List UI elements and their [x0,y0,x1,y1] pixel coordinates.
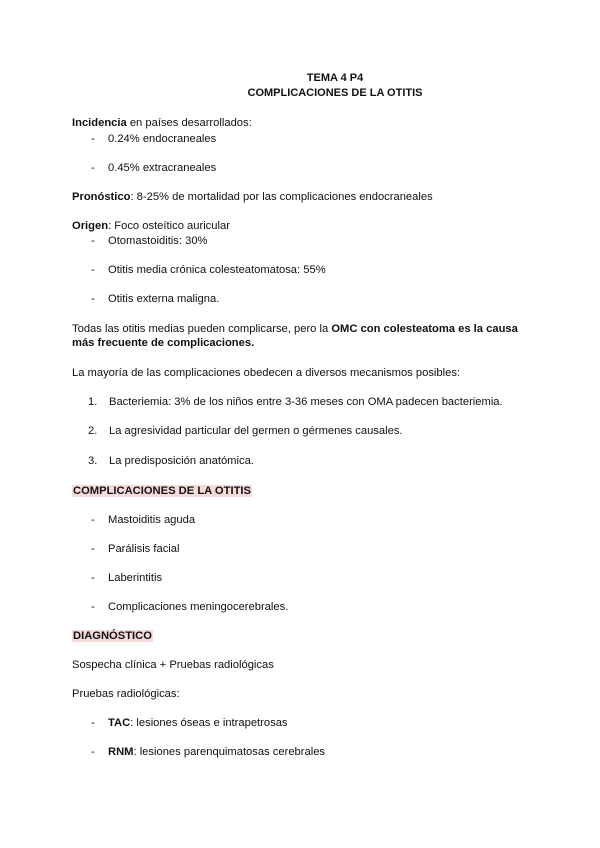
list-number: 1. [88,396,98,408]
document-subtitle: COMPLICACIONES DE LA OTITIS [247,87,423,99]
complicacion-item: Mastoiditis aguda [108,514,196,526]
mecanismo-item: La agresividad particular del germen o gérmenes causales. [109,425,403,437]
diagnostico-item-label: RNM [108,746,134,758]
origen-item: Otitis media crónica colesteatomatosa: 55% [108,264,326,276]
origen-item: Otomastoiditis: 30% [108,235,208,247]
incidencia-label: Incidencia [72,117,127,129]
bullet-dash: - [91,162,95,174]
pronostico-text: : 8-25% de mortalidad por las complicaciones endocraneales [130,191,433,203]
diagnostico-line: Sospecha clínica + Pruebas radiológicas [72,659,274,671]
diagnostico-item-text: : lesiones parenquimatosas cerebrales [133,746,326,758]
mecanismo-item: Bacteriemia: 3% de los niños entre 3-36 meses con OMA padecen bacteriemia. [109,396,503,408]
bullet-dash: - [91,543,95,555]
diagnostico-heading: DIAGNÓSTICO [73,630,152,642]
mecanismo-item: La predisposición anatómica. [109,455,254,467]
bullet-dash: - [91,746,95,758]
origen-item: Otitis externa maligna. [108,293,220,305]
list-number: 2. [88,425,98,437]
bullet-dash: - [91,601,95,613]
origen-label: Origen [72,220,109,232]
document-title: TEMA 4 P4 [306,72,364,84]
omc-bold-text: OMC con colesteatoma es la causa [331,323,518,335]
bullet-dash: - [91,133,95,145]
incidencia-item: 0.24% endocraneales [108,133,217,145]
complicaciones-heading: COMPLICACIONES DE LA OTITIS [73,485,251,497]
omc-text: Todas las otitis medias pueden complicarse, pero la [72,323,332,335]
pronostico-line [72,190,433,204]
origen-text: : Foco osteítico auricular [108,220,230,232]
complicacion-item: Complicaciones meningocerebrales. [108,601,289,613]
origen-line [72,219,230,233]
bullet-dash: - [91,717,95,729]
diagnostico-item-text: : lesiones óseas e intrapetrosas [130,717,288,729]
diagnostico-line: Pruebas radiológicas: [72,688,180,700]
complicacion-item: Parálisis facial [108,543,180,555]
complicacion-item: Laberintitis [108,572,163,584]
bullet-dash: - [91,235,95,247]
omc-bold-text: más frecuente de complicaciones. [72,337,255,349]
incidencia-line [72,116,252,130]
diagnostico-item [108,745,325,759]
incidencia-text: en países desarrollados: [126,117,252,129]
diagnostico-heading-wrap [72,629,153,643]
omc-paragraph-line2 [72,336,254,350]
bullet-dash: - [91,293,95,305]
pronostico-label: Pronóstico [72,191,131,203]
bullet-dash: - [91,514,95,526]
bullet-dash: - [91,572,95,584]
complicaciones-heading-wrap [72,484,252,498]
diagnostico-item-label: TAC [108,717,131,729]
bullet-dash: - [91,264,95,276]
omc-paragraph-line1 [72,322,518,336]
mecanismos-intro: La mayoría de las complicaciones obedecen a diversos mecanismos posibles: [72,367,461,379]
incidencia-item: 0.45% extracraneales [108,162,217,174]
diagnostico-item [108,716,288,730]
list-number: 3. [88,455,98,467]
